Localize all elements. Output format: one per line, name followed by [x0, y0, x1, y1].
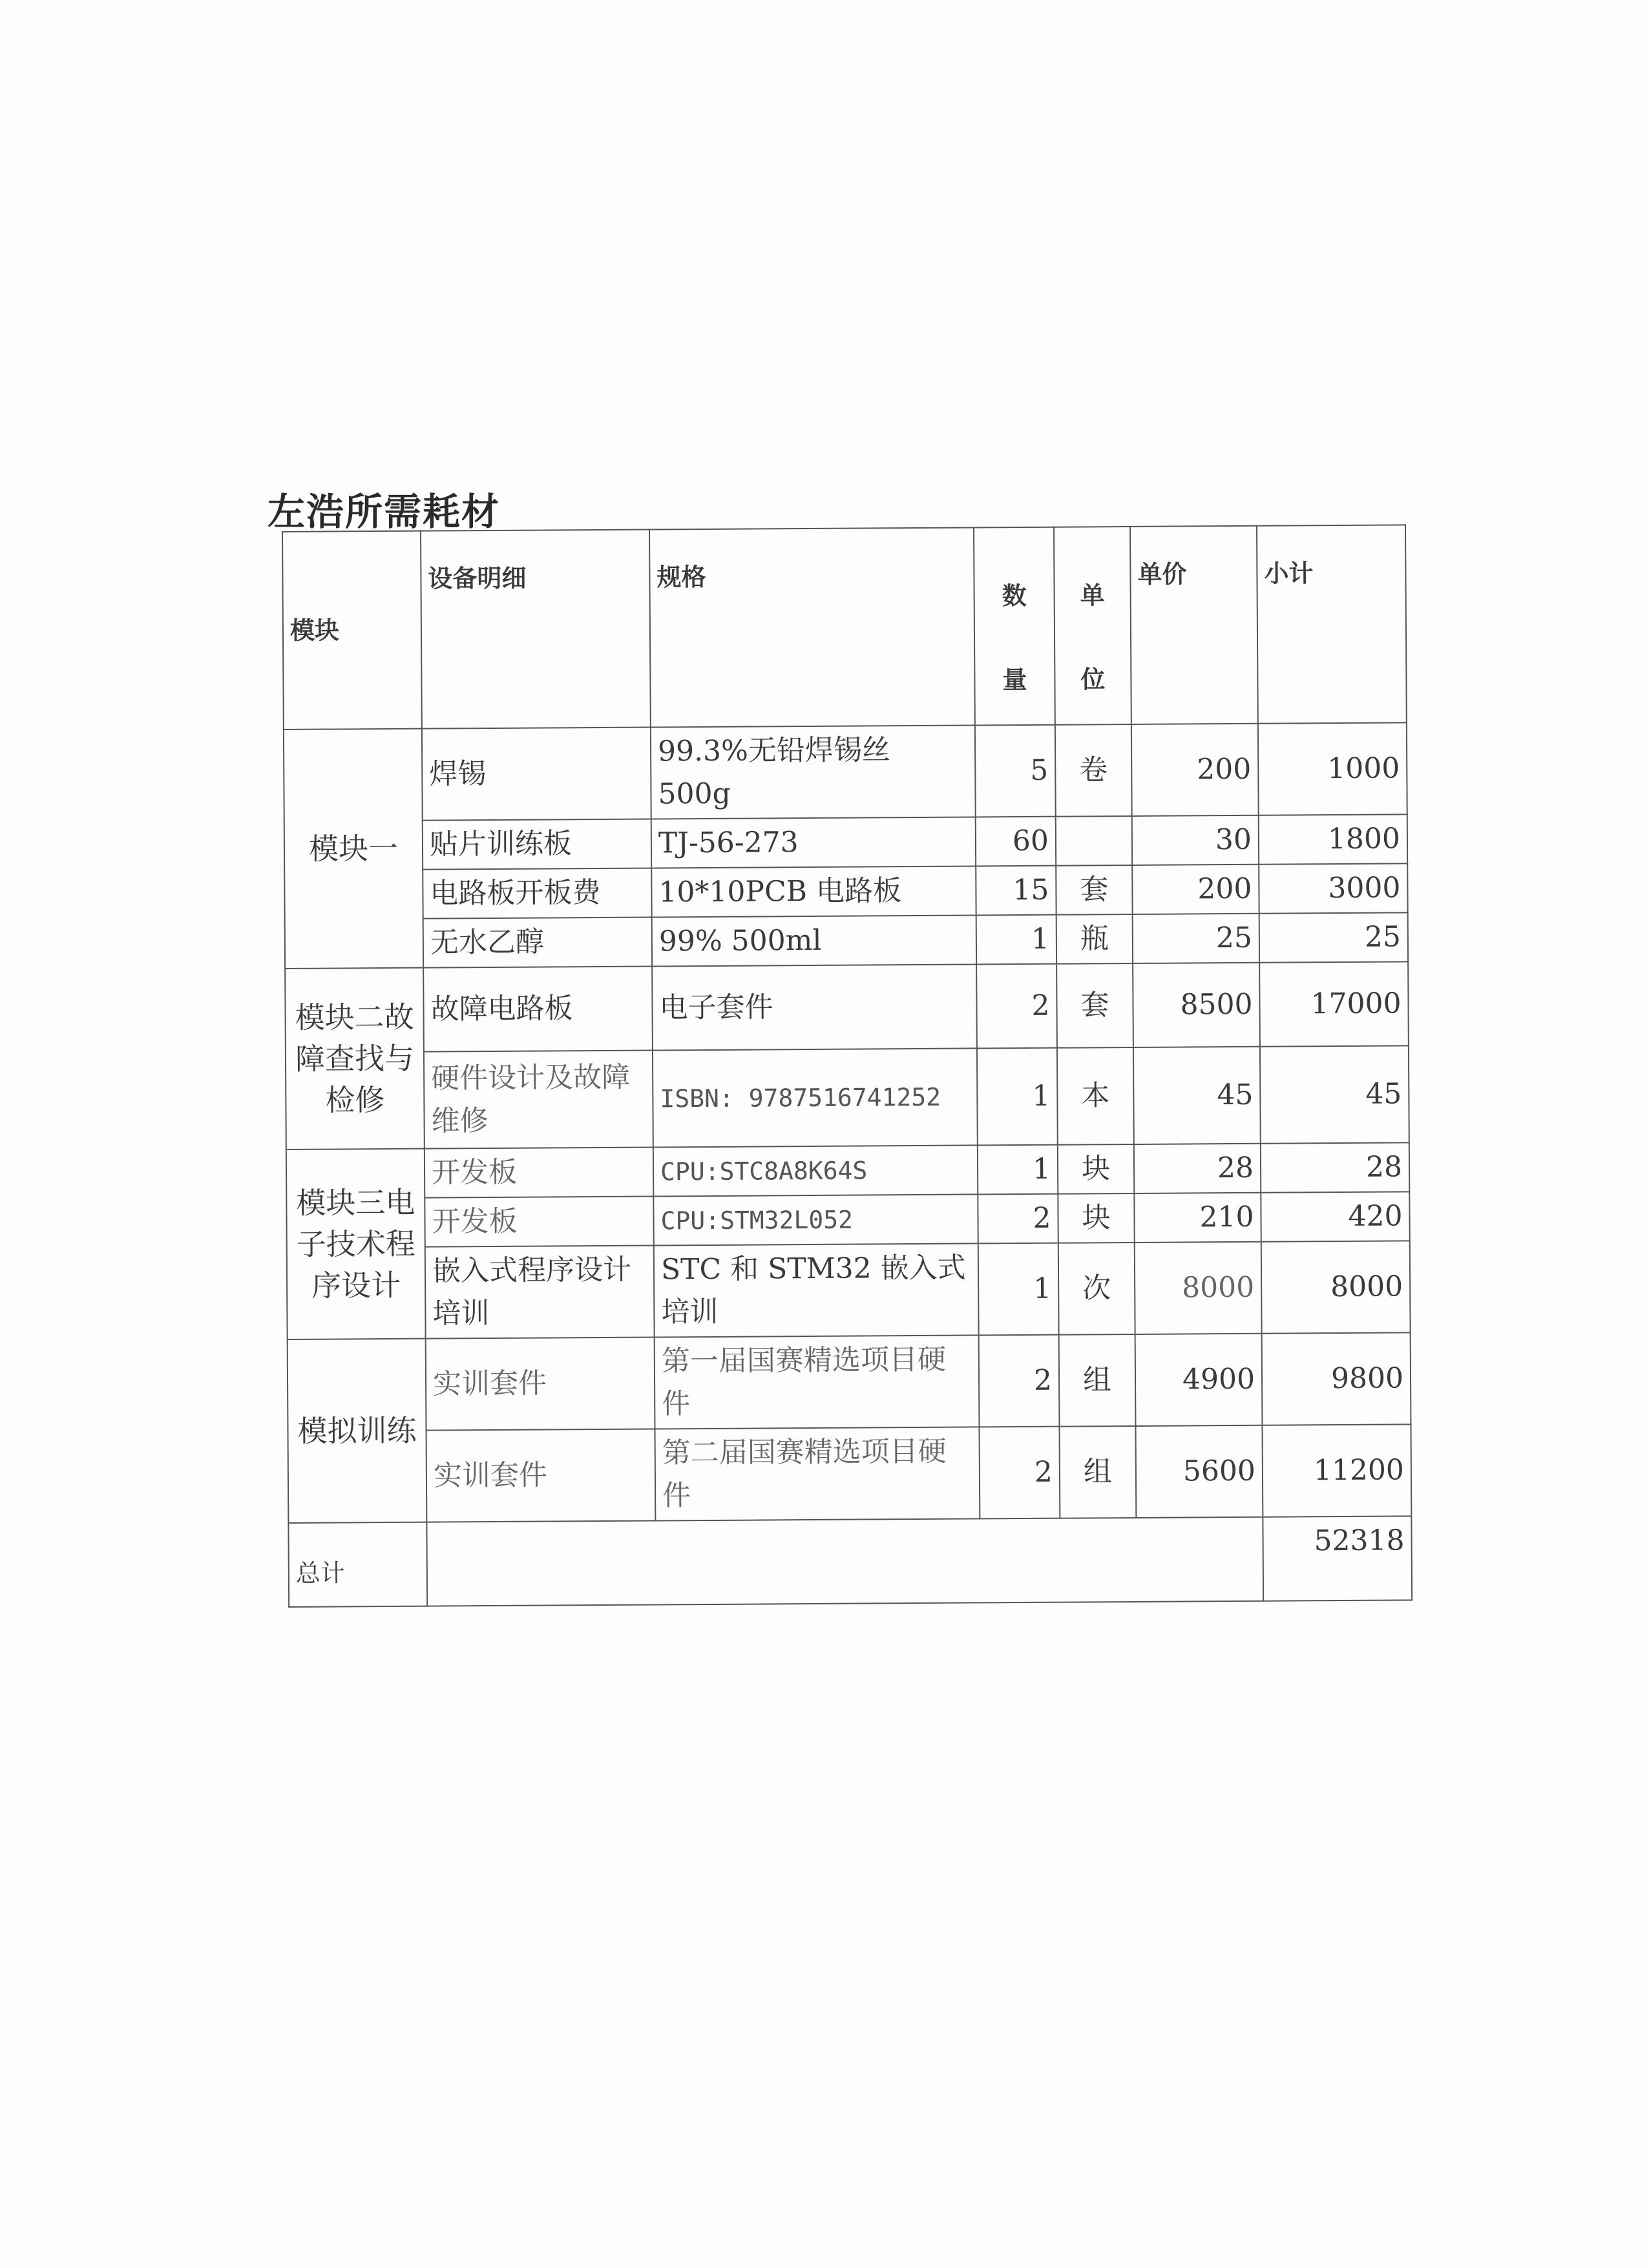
item-cell: 故障电路板: [423, 967, 653, 1052]
page-title: 左浩所需耗材: [268, 490, 501, 534]
total-label: 总计: [288, 1522, 427, 1607]
consumables-sheet: [282, 524, 1411, 1608]
price-cell: 30: [1132, 815, 1259, 865]
module-cell: 模块二故障查找与检修: [285, 968, 425, 1150]
table-row: [284, 863, 1407, 919]
item-cell: 实训套件: [426, 1429, 656, 1522]
header-qty-2: 量: [1002, 665, 1027, 695]
item-cell: 电路板开板费: [423, 868, 651, 919]
header-qty: [974, 527, 1055, 726]
header-qty-1: 数: [1002, 581, 1027, 611]
item-cell: 无水乙醇: [423, 918, 652, 968]
price-cell: 210: [1134, 1193, 1261, 1243]
spec-cell: 99.3%无铅焊锡丝 500g: [651, 725, 976, 819]
table-row: [284, 814, 1407, 870]
header-unit: [1054, 527, 1131, 725]
price-cell: 200: [1131, 724, 1259, 816]
spec-cell: CPU:STM32L052: [653, 1194, 978, 1245]
subtotal-cell: 8000: [1261, 1241, 1411, 1333]
header-spec: 规格: [649, 527, 975, 727]
item-cell: 开发板: [425, 1148, 653, 1198]
price-cell: 28: [1134, 1144, 1261, 1193]
unit-cell: 组: [1059, 1426, 1136, 1518]
qty-cell: 2: [976, 964, 1057, 1049]
module-cell: 模拟训练: [288, 1339, 427, 1523]
module-cell: 模块三电子技术程序设计: [286, 1149, 426, 1339]
qty-cell: 60: [976, 817, 1056, 866]
table-row: [284, 722, 1407, 821]
subtotal-cell: 25: [1259, 912, 1408, 962]
unit-cell: 套: [1056, 963, 1133, 1048]
table-row: [286, 1192, 1409, 1248]
qty-cell: 15: [976, 866, 1056, 916]
table-row: [288, 1424, 1412, 1523]
qty-cell: 1: [976, 915, 1056, 965]
unit-cell: 组: [1059, 1334, 1136, 1427]
table-row: [286, 1142, 1409, 1199]
price-cell: 5600: [1135, 1425, 1263, 1518]
module-cell: 模块一: [284, 729, 423, 969]
spec-cell: 第二届国赛精选项目硬件: [655, 1427, 980, 1520]
unit-cell: 瓶: [1056, 914, 1133, 964]
header-module: 模块: [282, 531, 422, 730]
table-row: [288, 1332, 1411, 1431]
subtotal-cell: 9800: [1262, 1332, 1411, 1425]
price-cell: 8500: [1133, 963, 1260, 1047]
qty-cell: 5: [975, 725, 1056, 817]
unit-cell: 本: [1057, 1047, 1134, 1145]
header-row: [282, 525, 1407, 730]
header-price: 单价: [1130, 526, 1258, 724]
table-row: [285, 912, 1408, 969]
qty-cell: 1: [978, 1243, 1059, 1336]
unit-cell: 块: [1058, 1193, 1134, 1243]
spec-cell: STC 和 STM32 嵌入式培训: [654, 1243, 979, 1337]
price-cell: 200: [1132, 865, 1259, 914]
subtotal-cell: 1800: [1259, 814, 1407, 864]
item-cell: 贴片训练板: [423, 819, 651, 870]
item-cell: 实训套件: [426, 1338, 655, 1431]
header-unit-1: 单: [1080, 581, 1105, 610]
header-subtotal: 小计: [1257, 525, 1407, 723]
spec-cell: 99% 500ml: [652, 915, 976, 966]
spec-cell: ISBN: 9787516741252: [653, 1048, 978, 1147]
subtotal-cell: 1000: [1258, 722, 1407, 815]
price-cell: 8000: [1135, 1242, 1262, 1334]
price-cell: 4900: [1135, 1334, 1263, 1426]
unit-cell: 卷: [1055, 724, 1132, 817]
subtotal-cell: 28: [1261, 1142, 1409, 1192]
subtotal-cell: 45: [1260, 1045, 1409, 1143]
subtotal-cell: 420: [1261, 1192, 1409, 1241]
item-cell: 嵌入式程序设计培训: [425, 1246, 655, 1339]
unit-cell: 块: [1058, 1144, 1134, 1194]
subtotal-cell: 3000: [1259, 863, 1407, 913]
header-item: 设备明细: [421, 530, 651, 729]
spec-cell: CPU:STC8A8K64S: [653, 1145, 978, 1196]
table-row: [285, 961, 1409, 1053]
unit-cell: 次: [1058, 1243, 1135, 1335]
price-cell: 45: [1133, 1047, 1261, 1144]
spec-cell: 电子套件: [652, 964, 977, 1050]
header-unit-2: 位: [1080, 665, 1106, 694]
subtotal-cell: 17000: [1259, 961, 1409, 1046]
unit-cell: [1056, 816, 1132, 866]
subtotal-cell: 11200: [1262, 1424, 1411, 1517]
item-cell: 硬件设计及故障维修: [424, 1051, 653, 1149]
total-value: 52318: [1263, 1516, 1412, 1601]
spec-cell: 第一届国赛精选项目硬件: [655, 1335, 980, 1429]
item-cell: 焊锡: [422, 728, 651, 821]
table-row: [286, 1045, 1409, 1150]
price-cell: 25: [1133, 914, 1259, 963]
item-cell: 开发板: [425, 1197, 653, 1247]
qty-cell: 1: [977, 1048, 1058, 1146]
spec-cell: TJ-56-273: [651, 817, 976, 868]
table-row: [287, 1241, 1411, 1339]
unit-cell: 套: [1056, 865, 1132, 915]
qty-cell: 2: [979, 1335, 1060, 1427]
total-spacer: [426, 1517, 1263, 1606]
qty-cell: 2: [979, 1427, 1060, 1519]
qty-cell: 2: [978, 1194, 1058, 1244]
consumables-table: [282, 524, 1413, 1608]
total-row: [288, 1516, 1412, 1607]
qty-cell: 1: [978, 1145, 1058, 1195]
spec-cell: 10*10PCB 电路板: [651, 866, 976, 917]
